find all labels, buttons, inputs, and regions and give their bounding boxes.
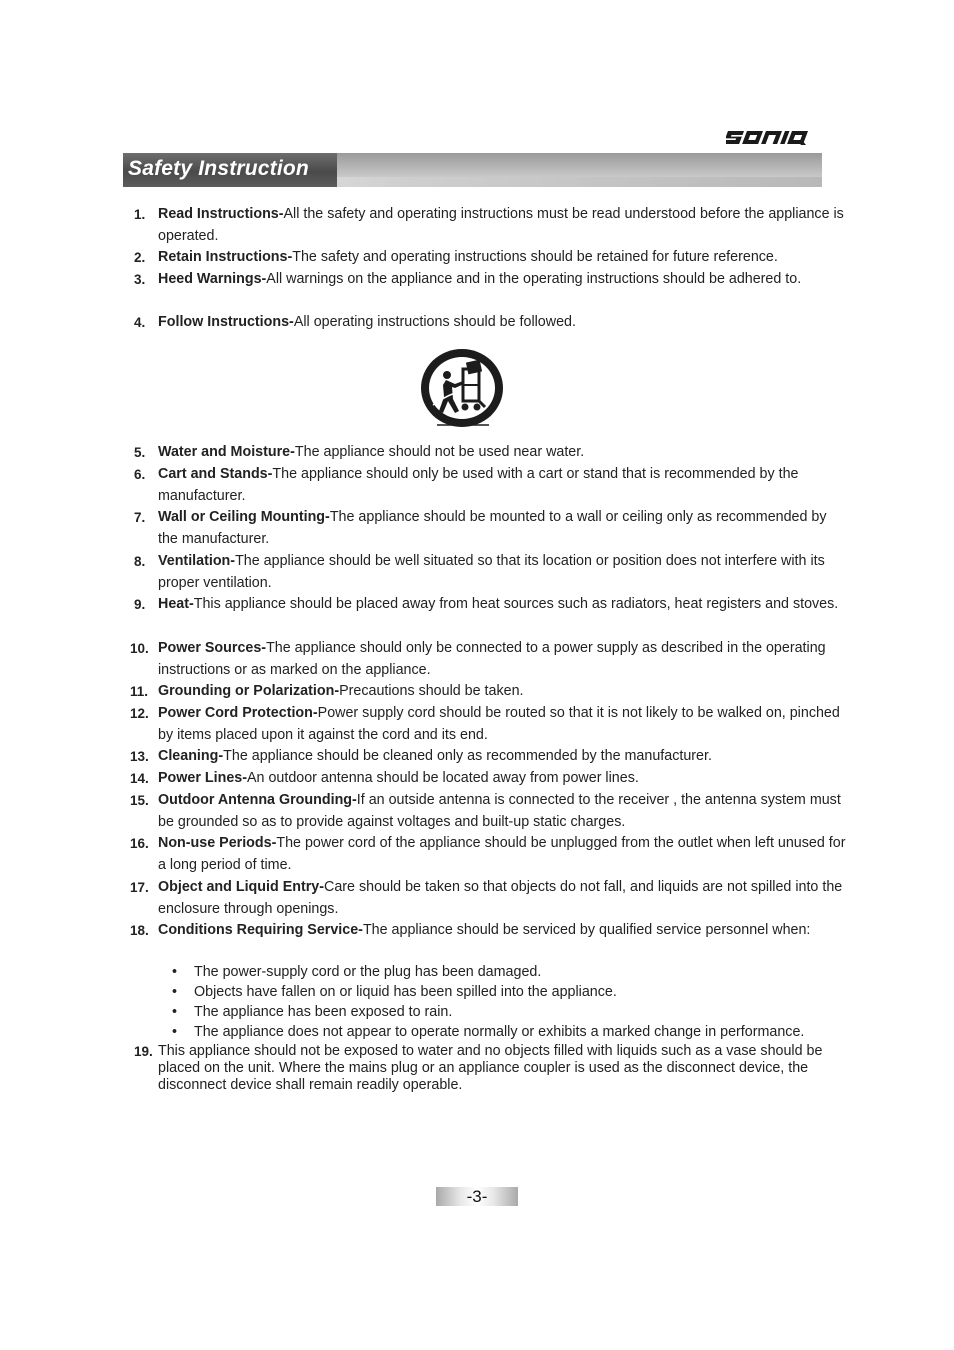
item-number: 6. — [134, 467, 146, 482]
item-body — [158, 920, 850, 942]
item-text: All the safety and operating instructions must be read understood before the appliance is operated. — [158, 206, 844, 244]
soniq-logo-icon — [726, 124, 818, 152]
item-number: 3. — [134, 272, 146, 287]
item-number: 15. — [130, 793, 149, 808]
section-title-box — [123, 153, 337, 187]
item-title: Cleaning- — [158, 748, 224, 764]
bullet-item: • Objects have fallen on or liquid has been spilled into the appliance. — [172, 982, 804, 1002]
item-title: Conditions Requiring Service- — [158, 922, 363, 938]
item-text: The appliance should not be used near water. — [294, 444, 585, 460]
item-body — [158, 204, 850, 247]
item-body — [158, 833, 850, 876]
item-number: 17. — [130, 880, 149, 895]
item-body — [158, 877, 850, 920]
item-body — [158, 768, 850, 790]
service-conditions-list — [172, 962, 804, 1042]
item-number: 11. — [130, 684, 149, 699]
item-text: Care should be taken so that objects do not fall, and liquids are not spilled into the enclosure through openings. — [158, 879, 843, 917]
bullet-item: • The power-supply cord or the plug has been damaged. — [172, 962, 804, 982]
item-body — [158, 594, 850, 616]
item-number: 19. — [134, 1044, 153, 1059]
page-number-bar — [436, 1187, 518, 1206]
brand-logo — [726, 124, 818, 152]
item-text: The appliance should be serviced by qualified service personnel when: — [362, 922, 811, 938]
item-text: The appliance should be cleaned only as recommended by the manufacturer. — [223, 748, 712, 764]
item-body — [158, 551, 850, 594]
item-text: The safety and operating instructions should be retained for future reference. — [292, 249, 778, 265]
bullet-item: • The appliance has been exposed to rain. — [172, 1002, 804, 1022]
item-number: 5. — [134, 445, 146, 460]
section-title: Safety Instruction — [128, 157, 309, 180]
item-text: An outdoor antenna should be located away from power lines. — [246, 770, 639, 786]
item-number: 8. — [134, 554, 146, 569]
item-title: Follow Instructions- — [158, 314, 294, 330]
item-text: The appliance should only be connected to a power supply as described in the operating instructions or as marked on the appliance. — [158, 640, 826, 678]
item-body — [158, 638, 850, 681]
item-text: Precautions should be taken. — [339, 683, 524, 699]
item-title: Cart and Stands- — [158, 466, 273, 482]
page-number: -3- — [466, 1187, 488, 1206]
item-body — [158, 269, 850, 291]
item-number: 7. — [134, 510, 146, 525]
bullet-item: • The appliance does not appear to operate normally or exhibits a marked change in performance. — [172, 1022, 804, 1042]
item-title: Grounding or Polarization- — [158, 683, 340, 699]
item-number: 9. — [134, 597, 146, 612]
item-body — [158, 507, 850, 550]
item-number: 18. — [130, 923, 149, 938]
item-number: 14. — [130, 771, 149, 786]
item-title: Water and Moisture- — [158, 444, 295, 460]
item-body — [158, 703, 850, 746]
item-title: Heat- — [158, 596, 194, 612]
item-text: The appliance should only be used with a cart or stand that is recommended by the manufacturer. — [158, 466, 799, 504]
item-body — [158, 247, 850, 269]
item-text: All warnings on the appliance and in the operating instructions should be adhered to. — [266, 271, 802, 287]
item-title: Retain Instructions- — [158, 249, 293, 265]
item-number: 1. — [134, 207, 146, 222]
item-number: 2. — [134, 250, 146, 265]
item-body — [158, 442, 850, 464]
item-body — [158, 790, 850, 833]
item-text: This appliance should be placed away from heat sources such as radiators, heat registers and stoves. — [193, 596, 839, 612]
item-title: Non-use Periods- — [158, 835, 277, 851]
item-body — [158, 681, 850, 703]
item-body — [158, 312, 850, 334]
item-title: Power Lines- — [158, 770, 247, 786]
item-title: Heed Warnings- — [158, 271, 267, 287]
item-title: Read Instructions- — [158, 206, 284, 222]
item-title: Power Sources- — [158, 640, 267, 656]
item-text: The power cord of the appliance should be unplugged from the outlet when left unused for a long period of time. — [158, 835, 846, 873]
item-title: Wall or Ceiling Mounting- — [158, 509, 330, 525]
item-title: Ventilation- — [158, 553, 236, 569]
item-body — [158, 464, 850, 507]
item-text: Power supply cord should be routed so that it is not likely to be walked on, pinched by items placed upon it against the cord and its end. — [158, 705, 840, 743]
item-number: 16. — [130, 836, 149, 851]
item-text: The appliance should be mounted to a wall or ceiling only as recommended by the manufacturer. — [158, 509, 827, 547]
cart-warning-icon — [419, 347, 505, 429]
item-number: 4. — [134, 315, 146, 330]
item-body — [158, 746, 850, 768]
item-number: 12. — [130, 706, 149, 721]
header-bar-shade — [337, 153, 822, 177]
item-number: 13. — [130, 749, 149, 764]
item-title: Object and Liquid Entry- — [158, 879, 325, 895]
item-text: This appliance should not be exposed to water and no objects filled with liquids such as a vase should be placed on the unit. Where the mains plug or an appliance coupler is used as the disconnect device, the disconnect device shall remain readily operable. — [158, 1043, 823, 1093]
item-number: 10. — [130, 641, 149, 656]
item-text: All operating instructions should be followed. — [293, 314, 576, 330]
item-title: Outdoor Antenna Grounding- — [158, 792, 357, 808]
item-text: The appliance should be well situated so that its location or position does not interfere with its proper ventilation. — [158, 553, 825, 591]
item-title: Power Cord Protection- — [158, 705, 318, 721]
item-text: If an outside antenna is connected to the receiver , the antenna system must be grounded so as to provide against voltages and built-up static charges. — [158, 792, 841, 830]
